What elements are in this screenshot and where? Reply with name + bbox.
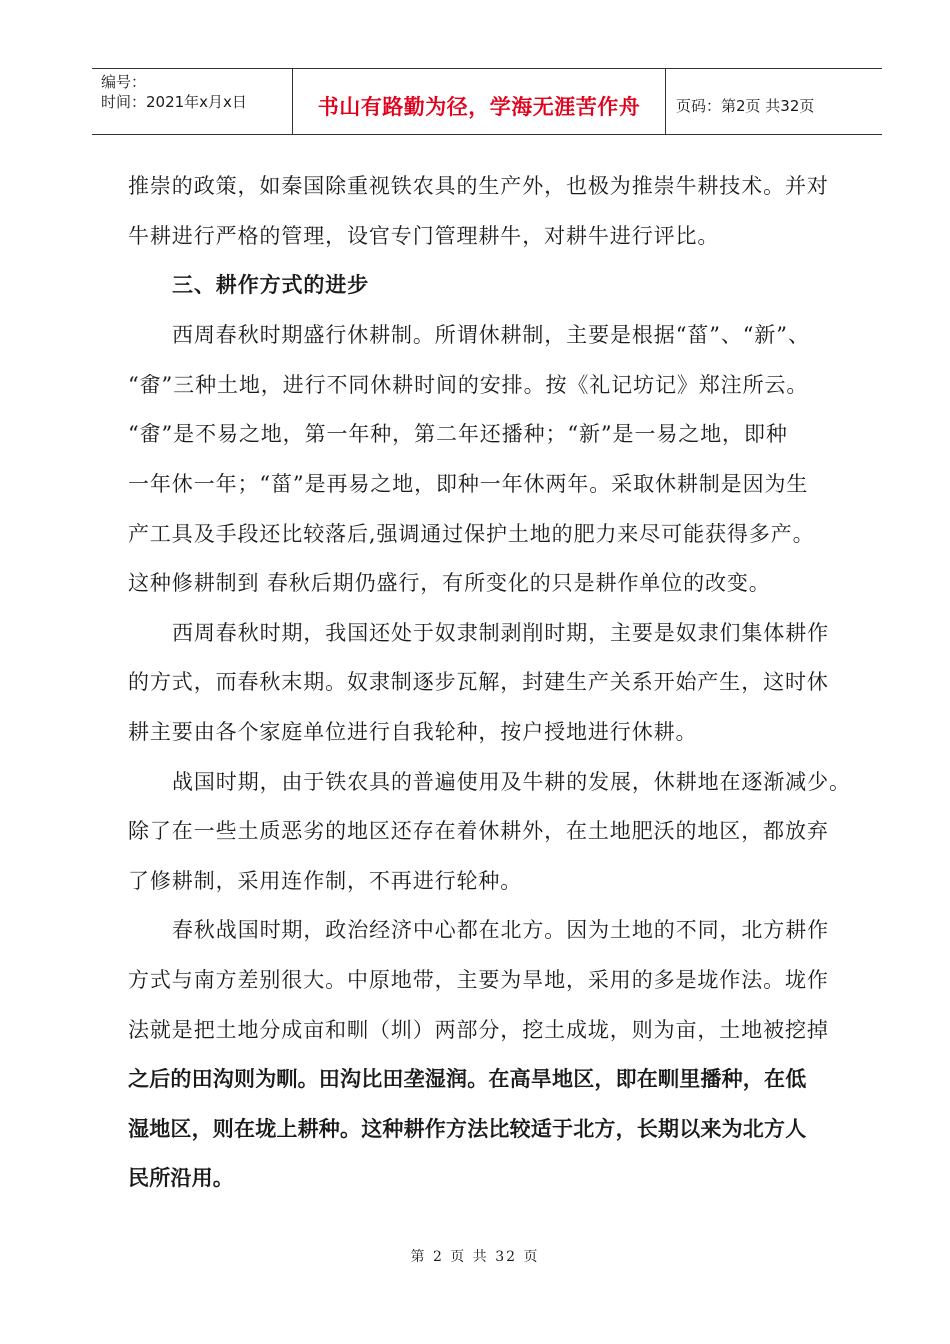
section-heading: 三、耕作方式的进步 bbox=[172, 272, 370, 297]
body-line: 产工具及手段还比较落后,强调通过保护土地的肥力来尽可能获得多产。 bbox=[128, 522, 815, 546]
body-line: 西周春秋时期盛行休耕制。所谓休耕制，主要是根据“菑”、“新”、 bbox=[172, 323, 810, 347]
body-line: 牛耕进行严格的管理，设官专门管理耕牛，对耕牛进行评比。 bbox=[128, 224, 720, 248]
body-line: 一年休一年；“菑”是再易之地，即种一年休两年。采取休耕制是因为生 bbox=[128, 472, 809, 496]
body-line: 除了在一些土质恶劣的地区还存在着休耕外，在土地肥沃的地区，都放弃 bbox=[128, 819, 829, 843]
header-right-cell bbox=[666, 69, 882, 134]
page-header bbox=[92, 68, 882, 135]
body-line: “畬”是不易之地，第一年种，第二年还播种；“新”是一易之地，即种 bbox=[128, 422, 788, 446]
header-left-cell bbox=[92, 69, 293, 134]
body-line: 耕主要由各个家庭单位进行自我轮种，按户授地进行休耕。 bbox=[128, 720, 698, 744]
body-line: 春秋战国时期，政治经济中心都在北方。因为土地的不同，北方耕作 bbox=[172, 918, 829, 942]
body-line: 这种修耕制到 春秋后期仍盛行，有所变化的只是耕作单位的改变。 bbox=[128, 571, 771, 595]
body-line: 法就是把土地分成亩和甽（圳）两部分，挖土成垅，则为亩，土地被挖掉 bbox=[128, 1018, 829, 1042]
header-page-info: 页码：第2页 共32页 bbox=[676, 97, 815, 115]
body-line: 推崇的政策，如秦国除重视铁农具的生产外，也极为推崇牛耕技术。并对 bbox=[128, 174, 829, 198]
body-line: 民所沿用。 bbox=[128, 1166, 234, 1190]
body-line: 方式与南方差别很大。中原地带，主要为旱地，采用的多是垅作法。垅作 bbox=[128, 968, 829, 992]
body-line: 的方式，而春秋末期。奴隶制逐步瓦解，封建生产关系开始产生，这时休 bbox=[128, 670, 829, 694]
document-number-label: 编号： bbox=[101, 73, 147, 91]
body-line: 之后的田沟则为甽。田沟比田垄湿润。在高旱地区，即在甽里播种，在低 bbox=[128, 1067, 807, 1091]
body-line: 了修耕制，采用连作制，不再进行轮种。 bbox=[128, 869, 523, 893]
body-line: 湿地区，则在垅上耕种。这种耕作方法比较适于北方，长期以来为北方人 bbox=[128, 1117, 807, 1141]
header-middle-cell bbox=[293, 69, 666, 134]
page-footer-number: 第 2 页 共 32 页 bbox=[410, 1249, 540, 1265]
body-line: “畬”三种土地，进行不同休耕时间的安排。按《礼记坊记》郑注所云。 bbox=[128, 373, 809, 397]
body-line: 西周春秋时期，我国还处于奴隶制剥削时期，主要是奴隶们集体耕作 bbox=[172, 621, 829, 645]
document-time-label: 时间：2021年x月x日 bbox=[101, 93, 247, 111]
body-line: 战国时期，由于铁农具的普遍使用及牛耕的发展，休耕地在逐渐减少。 bbox=[172, 770, 851, 794]
header-motto: 书山有路勤为径，学海无涯苦作舟 bbox=[317, 95, 641, 119]
